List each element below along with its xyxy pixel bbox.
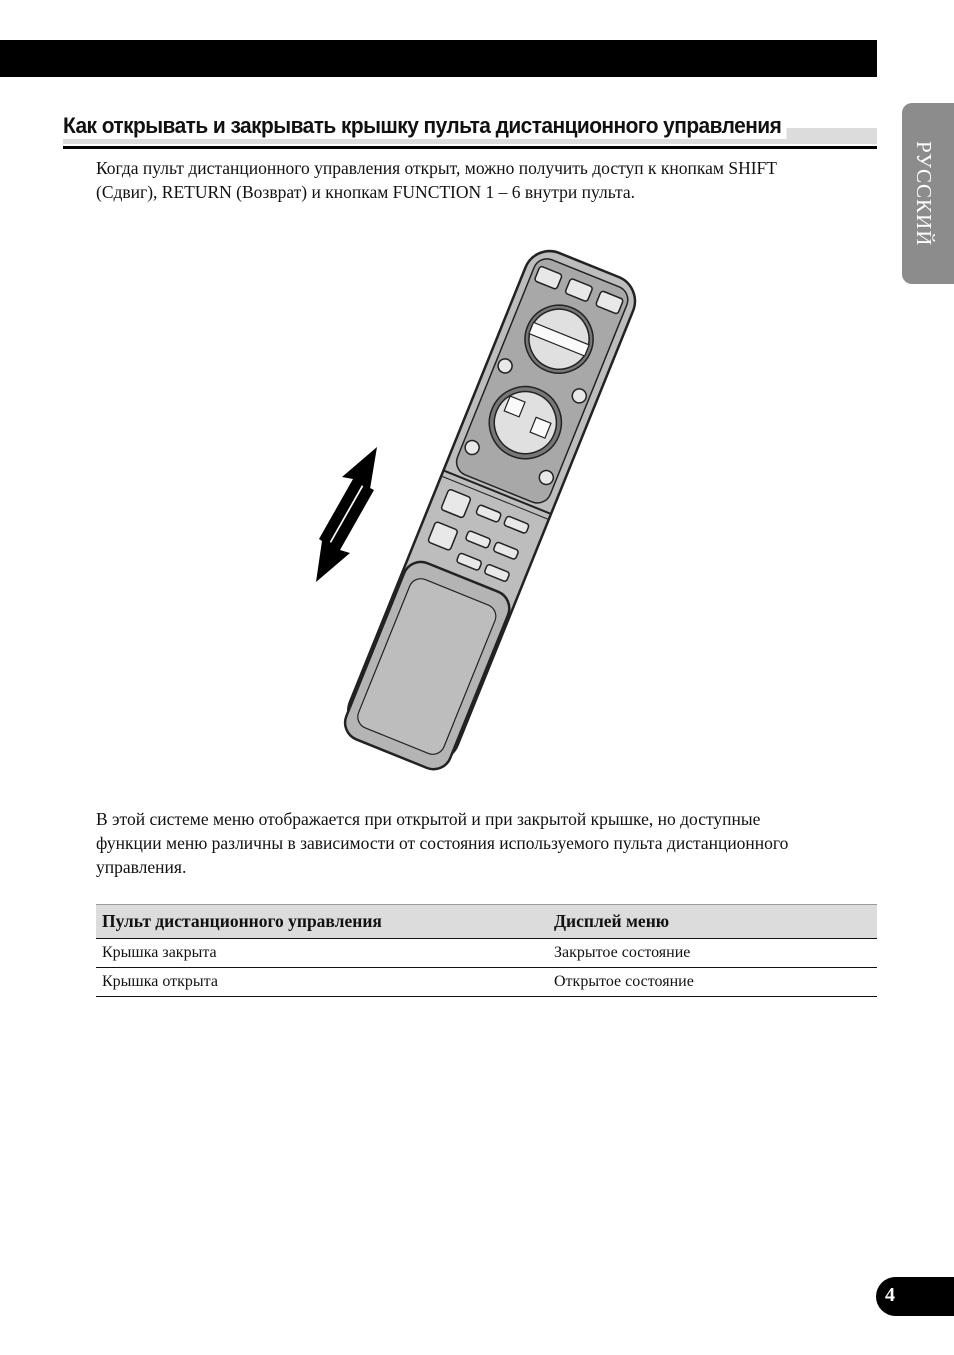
- language-tab-label: РУССКИЙ: [912, 140, 936, 247]
- table-cell: Крышка закрыта: [96, 939, 548, 968]
- intro-paragraph: Когда пульт дистанционного управления открыт, можно получить доступ к кнопкам SHIFT (Сдвиг), RETURN (Возврат) и кнопкам FUNCTION 1 – 6 внутри пульта.: [96, 158, 777, 202]
- remote-control-illustration: [290, 245, 650, 785]
- slide-arrow-icon: [316, 447, 377, 582]
- section-heading: Как открывать и закрывать крышку пульта дистанционного управления: [63, 113, 787, 139]
- table-cell: Крышка открыта: [96, 968, 548, 997]
- table-header-menu-display: Дисплей меню: [548, 905, 877, 939]
- table-row: [96, 968, 877, 997]
- table-row: [96, 939, 877, 968]
- menu-state-table: [96, 904, 877, 997]
- table-header-remote: Пульт дистанционного управления: [96, 905, 548, 939]
- page-number: 4: [885, 1284, 895, 1306]
- body-paragraph: В этой системе меню отображается при открытой и при закрытой крышке, но доступные функции меню различны в зависимости от состояния используемого пульта дистанционного управления.: [96, 809, 789, 877]
- table-header-row: [96, 905, 877, 939]
- language-tab: [902, 103, 954, 284]
- table-cell: Закрытое состояние: [548, 939, 877, 968]
- top-bar: [0, 40, 877, 77]
- table-cell: Открытое состояние: [548, 968, 877, 997]
- heading-rule: [63, 146, 877, 149]
